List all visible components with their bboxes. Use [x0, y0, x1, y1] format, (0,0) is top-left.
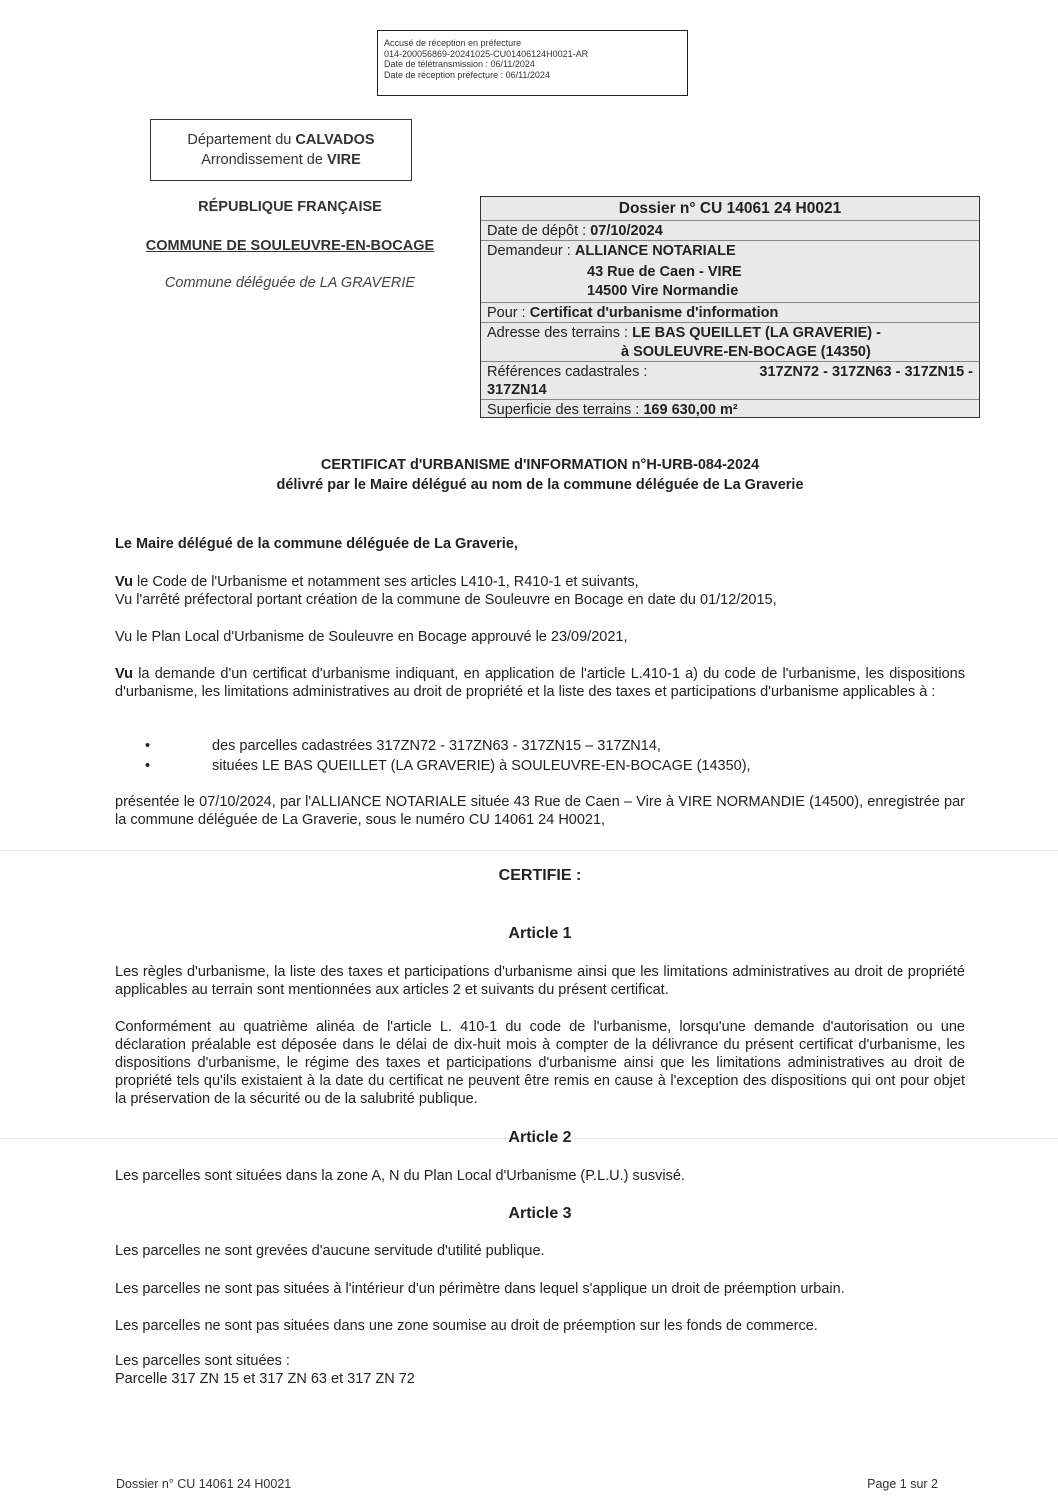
arrondissement-prefix: Arrondissement de: [201, 152, 327, 168]
scan-divider: [0, 850, 1058, 851]
certificate-title-line-1: CERTIFICAT d'URBANISME d'INFORMATION n°H-URB-084-2024: [320, 457, 760, 473]
article-2-heading: Article 2: [508, 1129, 572, 1146]
dossier-superficie-row: [481, 400, 979, 419]
adresse-line-1: LE BAS QUEILLET (LA GRAVERIE) -: [632, 325, 881, 341]
references-line-1: [487, 363, 973, 381]
certifie-heading: CERTIFIE :: [498, 867, 582, 884]
arrondissement-name: VIRE: [326, 152, 361, 168]
article-2-paragraph-1: Les parcelles sont situées dans la zone A, N du Plan Local d'Urbanisme (P.L.U.) susvisé.: [115, 1168, 685, 1184]
commune-deleguee: Commune déléguée de LA GRAVERIE: [164, 275, 416, 291]
dossier-pour-row: [481, 303, 979, 323]
certificate-title: [100, 455, 980, 495]
demandeur-address-1: 43 Rue de Caen - VIRE: [587, 264, 742, 280]
commune-heading: COMMUNE DE SOULEUVRE-EN-BOCAGE: [145, 238, 435, 254]
article-1-heading: Article 1: [508, 925, 572, 942]
vu-code: [115, 573, 965, 609]
dossier-demandeur-row: [481, 241, 979, 303]
references-value-2: 317ZN14: [487, 382, 547, 398]
references-label: Références cadastrales :: [487, 364, 648, 380]
article-3-paragraph-4: [115, 1352, 965, 1388]
dossier-references-row: [481, 362, 979, 400]
department-prefix: Département du: [187, 132, 296, 148]
vu-plu: Vu le Plan Local d'Urbanisme de Souleuvre en Bocage approuvé le 23/09/2021,: [115, 629, 628, 645]
stamp-line: Date de réception préfecture : 06/11/2024: [384, 69, 550, 80]
pour-value: Certificat d'urbanisme d'information: [529, 305, 779, 321]
demandeur-address-2: 14500 Vire Normandie: [587, 283, 739, 299]
bullet-dot: •: [145, 738, 151, 754]
parcelle-list-line: Parcelle 317 ZN 15 et 317 ZN 63 et 317 ZN 72: [115, 1371, 415, 1387]
maire-line: Le Maire délégué de la commune déléguée de La Graverie,: [115, 536, 518, 552]
certificate-title-line-2: délivré par le Maire délégué au nom de la commune déléguée de La Graverie: [276, 477, 804, 493]
stamp-line: Date de télétransmission : 06/11/2024: [384, 59, 535, 69]
article-3-paragraph-2: Les parcelles ne sont pas situées à l'intérieur d'un périmètre dans lequel s'applique un droit de préemption urbain.: [115, 1281, 845, 1297]
article-3-paragraph-3: Les parcelles ne sont pas situées dans une zone soumise au droit de préemption sur les fonds de commerce.: [115, 1318, 818, 1334]
bullet-situees: situées LE BAS QUEILLET (LA GRAVERIE) à SOULEUVRE-EN-BOCAGE (14350),: [212, 758, 751, 774]
vu-demande: [115, 665, 965, 701]
superficie-value: 169 630,00 m²: [643, 402, 738, 418]
reception-stamp: [377, 30, 688, 96]
pour-label: Pour :: [487, 305, 530, 321]
demandeur-label: Demandeur :: [487, 243, 575, 259]
vu-demande-text: la demande d'un certificat d'urbanisme indiquant, en application de l'article L.410-1 a) du code de l'urbanisme, les dispositions d'urbanisme, les limitations administratives au droit de propriété et la liste des taxes et participations d'urbanisme applicables à :: [115, 666, 965, 700]
article-3-paragraph-1: Les parcelles ne sont grevées d'aucune servitude d'utilité publique.: [115, 1243, 545, 1259]
vu-bold: Vu: [115, 574, 133, 590]
article-1-paragraph-1: Les règles d'urbanisme, la liste des taxes et participations d'urbanisme ainsi que les limitations administratives au droit de propriété applicables au terrain sont mentionnées aux articles 2 et suivants du présent certificat.: [115, 964, 965, 998]
vu-code-text: le Code de l'Urbanisme et notamment ses articles L410-1, R410-1 et suivants,: [133, 574, 639, 590]
department-box: [150, 119, 412, 181]
article-1-paragraph-2: Conformément au quatrième alinéa de l'article L. 410-1 du code de l'urbanisme, lorsqu'une demande d'autorisation ou une déclaration préalable est déposée dans le délai de dix-huit mois à compter de la délivrance du présent certificat d'urbanisme, les dispositions d'urbanisme, le régime des taxes et participations d'urbanisme ainsi que les limitations administratives au droit de propriété tels qu'ils existaient à la date du certificat ne peuvent être remis en cause à l'exception des dispositions qui ont pour objet la préservation de la sécurité ou de la salubrité publique.: [115, 1019, 965, 1107]
stamp-line: Accusé de réception en préfecture: [384, 38, 522, 48]
article-3-heading: Article 3: [508, 1205, 572, 1222]
date-label: Date de dépôt :: [487, 223, 591, 239]
demandeur-name: ALLIANCE NOTARIALE: [574, 243, 736, 259]
department-line: [151, 130, 411, 150]
dossier-box: [480, 196, 980, 418]
references-value-1: 317ZN72 - 317ZN63 - 317ZN15 -: [759, 364, 973, 380]
arrondissement-line: [151, 150, 411, 170]
superficie-label: Superficie des terrains :: [487, 402, 644, 418]
date-value: 07/10/2024: [590, 223, 663, 239]
parcelles-situees-line: Les parcelles sont situées :: [115, 1353, 290, 1369]
footer-dossier: Dossier n° CU 14061 24 H0021: [116, 1477, 292, 1491]
vu-bold: Vu: [115, 666, 133, 682]
bullet-dot: •: [145, 758, 151, 774]
department-name: CALVADOS: [295, 132, 375, 148]
republique-heading: RÉPUBLIQUE FRANÇAISE: [198, 199, 382, 215]
footer-page-number: Page 1 sur 2: [867, 1477, 938, 1491]
dossier-title: Dossier n° CU 14061 24 H0021: [481, 197, 979, 221]
adresse-label: Adresse des terrains :: [487, 325, 633, 341]
adresse-line-2: à SOULEUVRE-EN-BOCAGE (14350): [621, 344, 871, 360]
dossier-adresse-row: [481, 323, 979, 362]
vu-arrete: Vu l'arrêté préfectoral portant création de la commune de Souleuvre en Bocage en date du 01/12/2015,: [115, 592, 777, 608]
stamp-line: 014-200056869-20241025-CU01406124H0021-AR: [384, 48, 589, 59]
dossier-date-row: [481, 221, 979, 241]
presentee-paragraph: présentée le 07/10/2024, par l'ALLIANCE NOTARIALE située 43 Rue de Caen – Vire à VIRE NORMANDIE (14500), enregistrée par la commune déléguée de La Graverie, sous le numéro CU 14061 24 H0021,: [115, 794, 965, 828]
bullet-parcelles: des parcelles cadastrées 317ZN72 - 317ZN63 - 317ZN15 – 317ZN14,: [212, 738, 661, 754]
